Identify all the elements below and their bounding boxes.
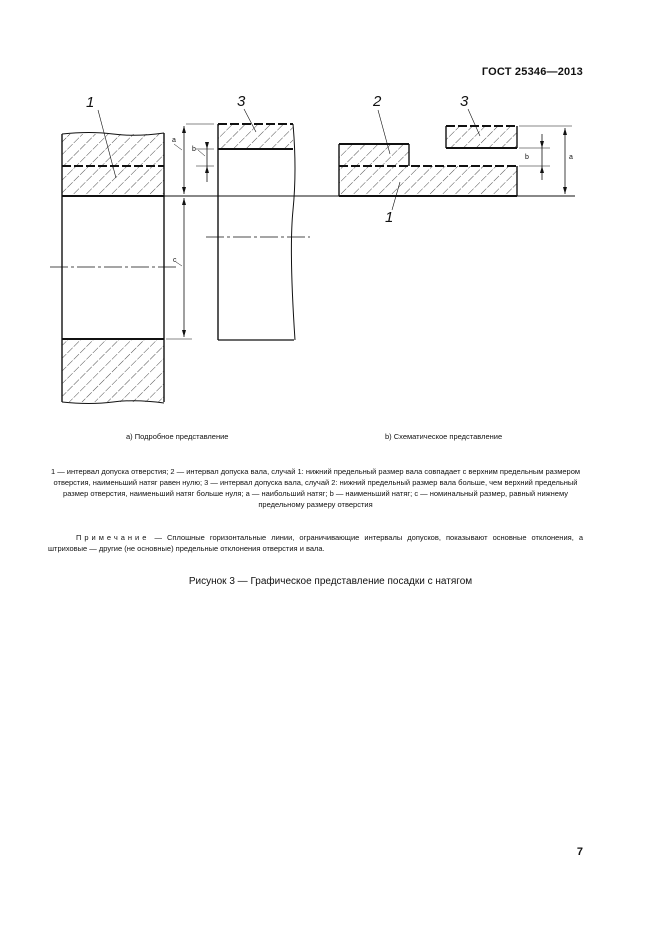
dim-a-detailed: a <box>172 137 176 144</box>
subcaption-b: b) Схематическое представление <box>385 432 503 441</box>
label-3-schematic: 3 <box>460 93 469 110</box>
dim-b-schematic: b <box>525 154 529 161</box>
figure-title: Рисунок 3 — Графическое представление посадки с натягом <box>188 576 473 587</box>
note-prefix: Примечание <box>76 533 150 542</box>
figure-note <box>48 532 583 554</box>
note-text: — Сплошные горизонтальные линии, ограничивающие интервалы допусков, показывают основные отклонения, а штриховые — другие (не основные) предельные отклонения отверстия и вала. <box>48 533 583 553</box>
dim-a-schematic: a <box>569 154 573 161</box>
dim-c-detailed: c <box>173 257 177 264</box>
schematic-view <box>339 109 572 210</box>
figure-legend: 1 — интервал допуска отверстия; 2 — интервал допуска вала, случай 1: нижний предельный размер вала совпадает с верхним предельным размером отверстия, наименьший натяг равен нулю; 3 — интервал допуска вала, случай 2: нижний предельный размер вала больше, чем верхний предельный размер отверстия, наименьший натяг больше нуля; a — наибольший натяг; b — наименьший натяг; c — номинальный размер, равный нижнему предельному размеру отверстия <box>50 467 581 509</box>
label-1-detailed: 1 <box>86 94 95 111</box>
label-1-schematic: 1 <box>385 209 394 226</box>
fit-diagram <box>0 0 661 430</box>
dim-b-detailed: b <box>192 146 196 153</box>
standard-code: ГОСТ 25346—2013 <box>481 66 583 78</box>
label-2-schematic: 2 <box>373 93 382 110</box>
subcaption-a: a) Подробное представление <box>126 432 229 441</box>
detailed-view <box>50 109 310 404</box>
page-number: 7 <box>576 846 583 858</box>
label-3-detailed: 3 <box>237 93 246 110</box>
